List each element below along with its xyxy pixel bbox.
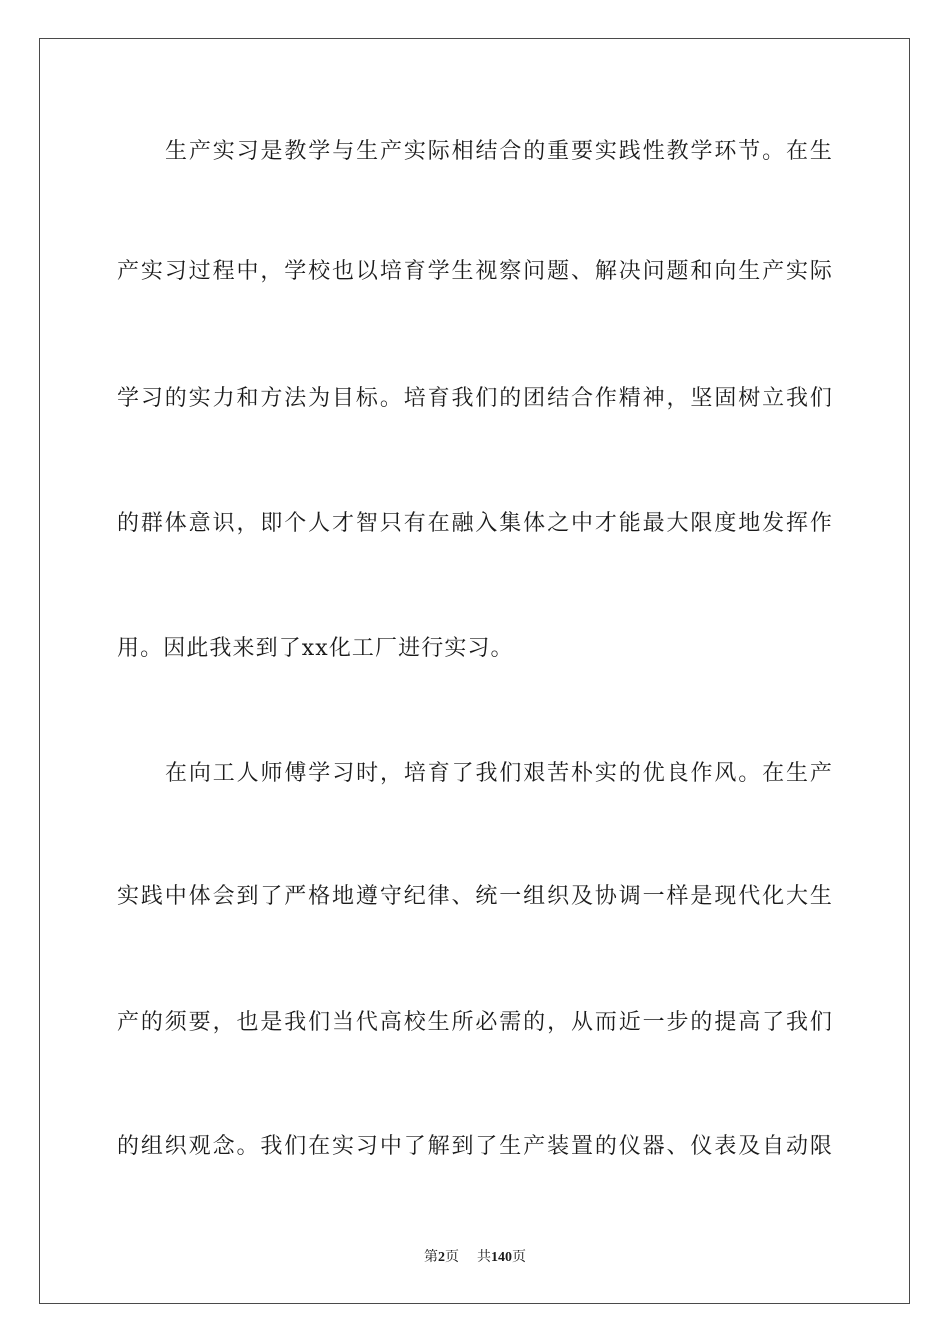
paragraph-1-line-5: 用。因此我来到了xx化工厂进行实习。 xyxy=(117,636,514,661)
total-prefix: 共 xyxy=(477,1249,491,1265)
paragraph-1-line-3: 学习的实力和方法为目标。培育我们的团结合作精神，坚固树立我们 xyxy=(117,386,833,411)
paragraph-1-line-1: 生产实习是教学与生产实际相结合的重要实践性教学环节。在生 xyxy=(165,139,833,164)
page-number: 2 xyxy=(438,1250,445,1265)
paragraph-1-line-2: 产实习过程中，学校也以培育学生视察问题、解决问题和向生产实际 xyxy=(117,259,833,284)
paragraph-2-line-1: 在向工人师傅学习时，培育了我们艰苦朴实的优良作风。在生产 xyxy=(165,761,833,786)
paragraph-1-line-4: 的群体意识，即个人才智只有在融入集体之中才能最大限度地发挥作 xyxy=(117,511,833,536)
page-border xyxy=(39,38,910,1304)
page-suffix: 页 xyxy=(445,1249,459,1265)
total-pages: 140 xyxy=(491,1250,512,1265)
page-prefix: 第 xyxy=(424,1249,438,1265)
total-suffix: 页 xyxy=(512,1249,526,1265)
paragraph-2-line-2: 实践中体会到了严格地遵守纪律、统一组织及协调一样是现代化大生 xyxy=(117,884,833,909)
page-footer xyxy=(0,1247,950,1268)
paragraph-2-line-4: 的组织观念。我们在实习中了解到了生产装置的仪器、仪表及自动限 xyxy=(117,1134,833,1159)
paragraph-2-line-3: 产的须要，也是我们当代高校生所必需的，从而近一步的提高了我们 xyxy=(117,1010,833,1035)
